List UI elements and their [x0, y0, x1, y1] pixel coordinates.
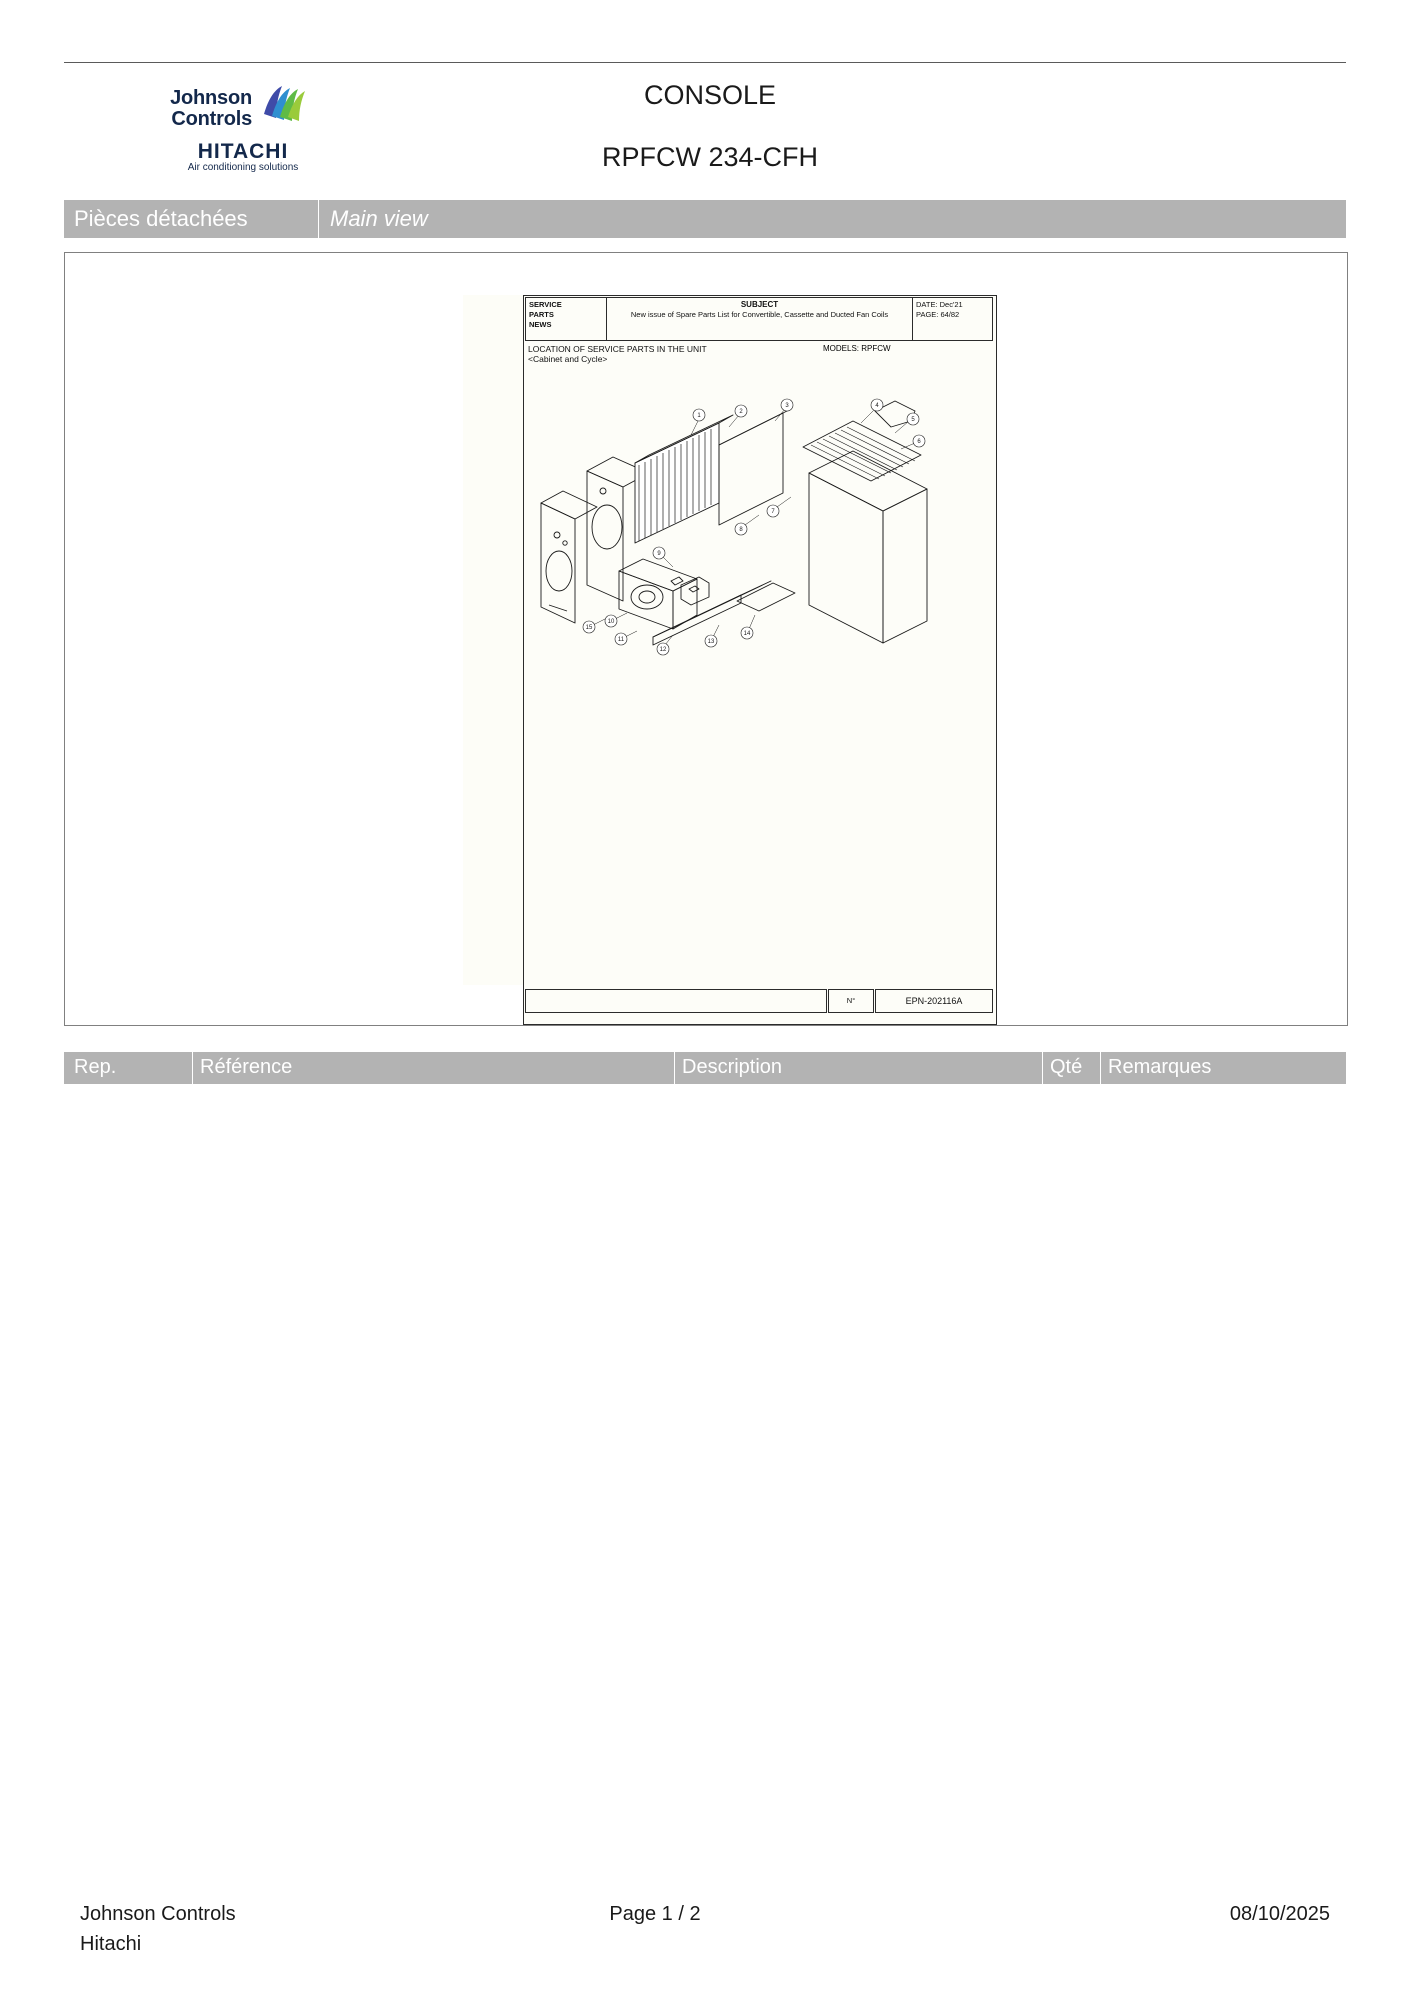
drawing-sheet-border — [523, 295, 997, 1025]
drawing-page: PAGE: 64/82 — [916, 310, 960, 319]
drawing-bottom-left-block — [525, 989, 827, 1013]
subject-text: New issue of Spare Parts List for Convertible, Cassette and Ducted Fan Coils — [630, 310, 889, 319]
drawing-date: DATE: Dec'21 — [916, 300, 963, 309]
brand-controls: Controls — [171, 108, 252, 130]
subject-block — [606, 297, 913, 341]
footer-company-sub: Hitachi — [80, 1933, 142, 1955]
section-bar-divider — [318, 200, 319, 238]
section-label-parts: Pièces détachées — [74, 206, 248, 231]
column-sep-3 — [1042, 1052, 1043, 1084]
svg-text:11: 11 — [617, 637, 625, 643]
service-parts-news-block — [525, 297, 607, 341]
date-page-block — [912, 297, 993, 341]
page-bottom-mask — [0, 1955, 1410, 1993]
section-label-view: Main view — [330, 206, 428, 231]
svg-text:15: 15 — [585, 625, 593, 631]
page-model: RPFCW 234-CFH — [601, 142, 818, 172]
column-header-qte: Qté — [1050, 1056, 1083, 1078]
models-label: MODELS: RPFCW — [823, 344, 891, 353]
brand-johnson: Johnson — [170, 87, 252, 109]
svg-text:8: 8 — [739, 527, 743, 533]
svg-text:1: 1 — [697, 413, 701, 419]
drawing-number-label: N° — [828, 989, 874, 1013]
location-line-1: LOCATION OF SERVICE PARTS IN THE UNIT — [528, 344, 707, 354]
johnson-controls-mark-icon — [258, 84, 312, 126]
parts-table-header — [64, 1052, 1346, 1084]
svg-text:12: 12 — [659, 647, 667, 653]
drawing-frame — [64, 252, 1348, 1026]
hitachi-wordmark: HITACHI — [197, 140, 289, 163]
johnson-controls-wordmark — [140, 88, 252, 130]
column-header-remarques: Remarques — [1108, 1056, 1212, 1078]
footer-page: Page 1 / 2 — [609, 1903, 701, 1925]
news-line-1: SERVICE — [529, 300, 562, 309]
news-line-2: PARTS — [529, 310, 554, 319]
location-block — [525, 342, 993, 372]
svg-text:5: 5 — [911, 417, 915, 423]
column-header-rep: Rep. — [74, 1056, 117, 1078]
location-line-2: <Cabinet and Cycle> — [528, 354, 608, 364]
svg-text:6: 6 — [917, 439, 921, 445]
svg-text:4: 4 — [875, 403, 879, 409]
footer-company: Johnson Controls — [80, 1903, 236, 1925]
page-title: CONSOLE — [643, 80, 777, 110]
column-header-description: Description — [682, 1056, 783, 1078]
svg-text:9: 9 — [657, 551, 661, 557]
svg-text:3: 3 — [785, 403, 789, 409]
svg-text:10: 10 — [607, 619, 615, 625]
column-sep-1 — [192, 1052, 193, 1084]
brand-logo — [140, 82, 330, 177]
svg-text:14: 14 — [743, 631, 751, 637]
svg-text:13: 13 — [707, 639, 715, 645]
news-line-3: NEWS — [529, 320, 552, 329]
column-header-reference: Référence — [200, 1056, 293, 1078]
exploded-assembly-diagram — [523, 375, 997, 705]
svg-text:7: 7 — [771, 509, 775, 515]
hitachi-tagline: Air conditioning solutions — [187, 162, 299, 173]
subject-title: SUBJECT — [740, 300, 779, 309]
header-divider — [64, 62, 1346, 63]
drawing-code: EPN-202116A — [875, 989, 993, 1013]
footer-date: 08/10/2025 — [1229, 1903, 1330, 1925]
svg-text:2: 2 — [739, 409, 743, 415]
column-sep-4 — [1100, 1052, 1101, 1084]
drawing-sheet — [463, 295, 993, 1006]
column-sep-2 — [674, 1052, 675, 1084]
section-bar — [64, 200, 1346, 238]
